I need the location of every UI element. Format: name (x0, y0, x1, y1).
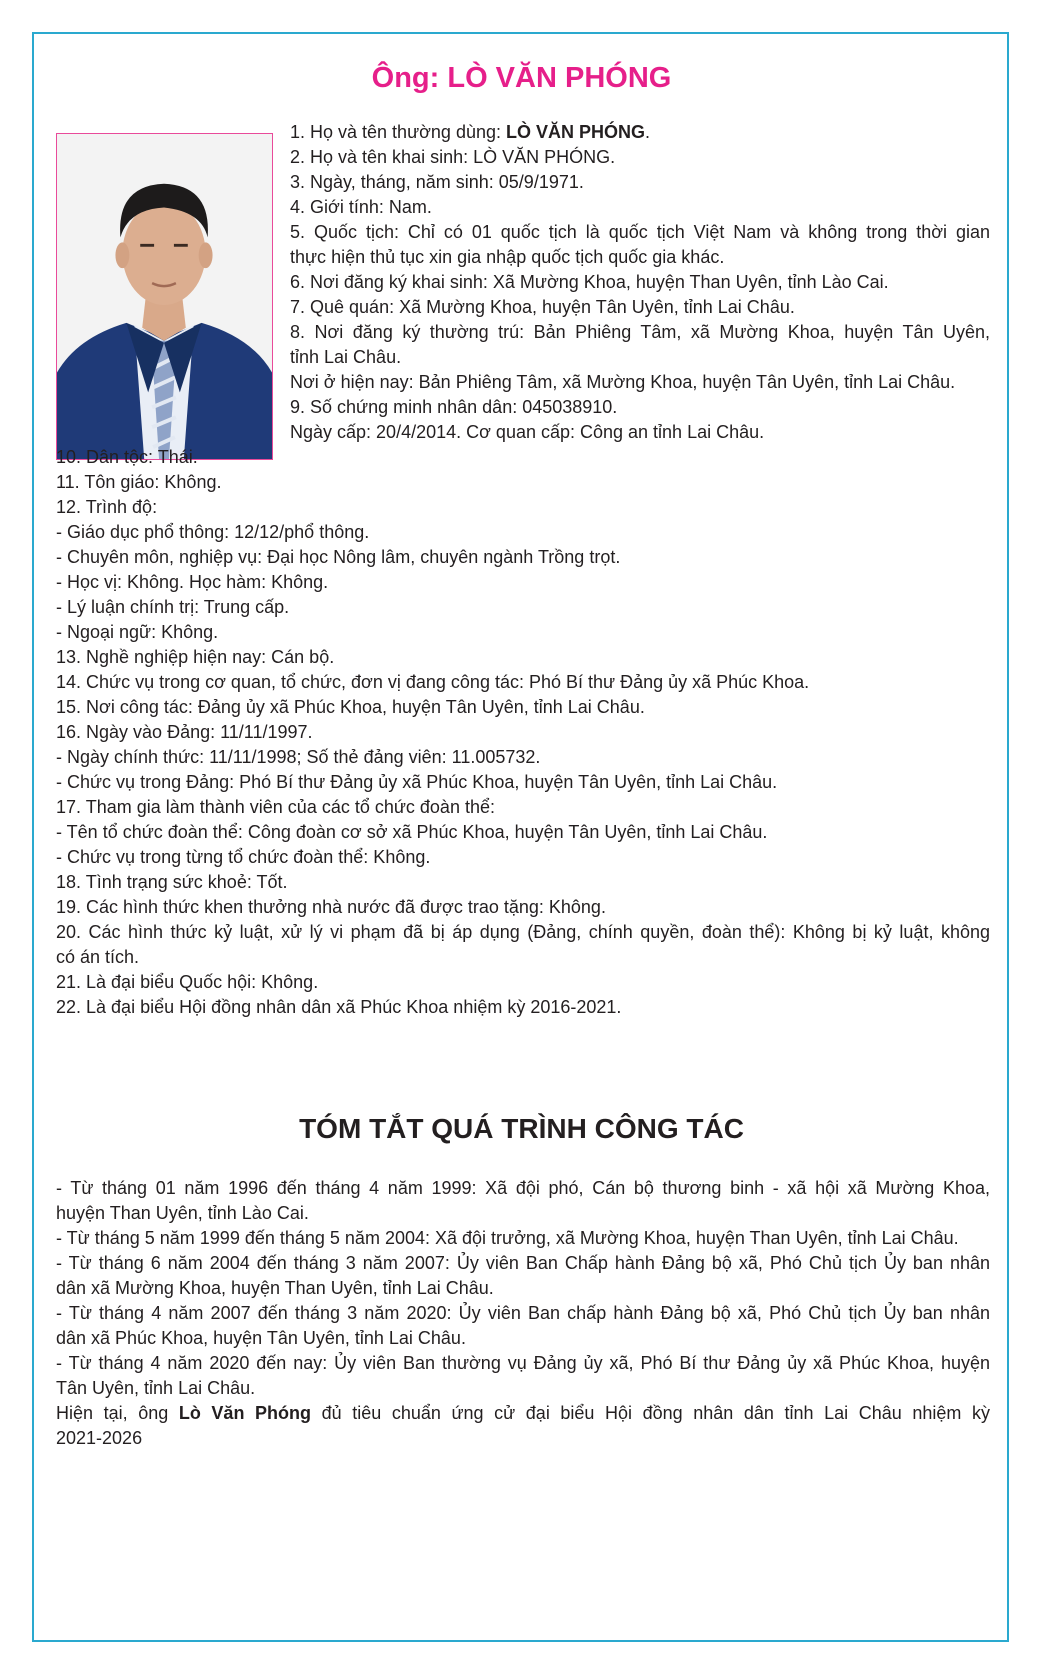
info-line-16: 16. Ngày vào Đảng: 11/11/1997. (56, 722, 313, 742)
info-line-12a: - Giáo dục phổ thông: 12/12/phổ thông. (56, 522, 370, 542)
info-line-8b: tỉnh Lai Châu. (290, 347, 402, 367)
candidate-name-inline: Lò Văn Phóng (178, 1403, 312, 1423)
info-line-6: 6. Nơi đăng ký khai sinh: Xã Mường Khoa, huyện Than Uyên, tỉnh Lào Cai. (290, 272, 889, 292)
info-line-12: 12. Trình độ: (56, 497, 158, 517)
info-line-2: 2. Họ và tên khai sinh: LÒ VĂN PHÓNG. (290, 147, 616, 167)
page-title: Ông: LÒ VĂN PHÓNG (371, 62, 672, 94)
career-text: đủ tiêu chuẩn ứng cử đại biểu Hội đồng nhân dân tỉnh Lai Châu nhiệm kỳ (311, 1403, 990, 1423)
info-line-12d: - Lý luận chính trị: Trung cấp. (56, 597, 290, 617)
info-line-9a: 9. Số chứng minh nhân dân: 045038910. (290, 397, 618, 417)
info-line-3: 3. Ngày, tháng, năm sinh: 05/9/1971. (290, 172, 584, 192)
career-line-6a (56, 1400, 990, 1427)
info-line-4: 4. Giới tính: Nam. (290, 197, 432, 217)
info-line-17: 17. Tham gia làm thành viên của các tổ chức đoàn thể: (56, 797, 495, 817)
info-line-19: 19. Các hình thức khen thưởng nhà nước đã được trao tặng: Không. (56, 897, 606, 917)
career-line-6b: 2021-2026 (56, 1428, 143, 1448)
career-text: Hiện tại, ông (56, 1403, 179, 1423)
info-line-11: 11. Tôn giáo: Không. (56, 472, 222, 492)
info-line-9b: Ngày cấp: 20/4/2014. Cơ quan cấp: Công an tỉnh Lai Châu. (290, 422, 765, 442)
info-line-8a: 8. Nơi đăng ký thường trú: Bản Phiêng Tâm, xã Mường Khoa, huyện Tân Uyên, (290, 322, 990, 342)
portrait-photo (56, 133, 273, 460)
portrait-icon (57, 134, 272, 459)
info-line-17a: - Tên tổ chức đoàn thể: Công đoàn cơ sở xã Phúc Khoa, huyện Tân Uyên, tỉnh Lai Châu. (56, 822, 768, 842)
info-line-20b: có án tích. (56, 947, 140, 967)
info-line-20a: 20. Các hình thức kỷ luật, xử lý vi phạm đã bị áp dụng (Đảng, chính quyền, đoàn thể): Không bị kỷ luật, không (56, 922, 990, 942)
info-line-8c: Nơi ở hiện nay: Bản Phiêng Tâm, xã Mường Khoa, huyện Tân Uyên, tỉnh Lai Châu. (290, 372, 956, 392)
info-line-12b: - Chuyên môn, nghiệp vụ: Đại học Nông lâm, chuyên ngành Trồng trọt. (56, 547, 621, 567)
info-line-7: 7. Quê quán: Xã Mường Khoa, huyện Tân Uyên, tỉnh Lai Châu. (290, 297, 795, 317)
career-line-5a: - Từ tháng 4 năm 2020 đến nay: Ủy viên Ban thường vụ Đảng ủy xã, Phó Bí thư Đảng ủy xã Phúc Khoa, huyện (56, 1353, 990, 1373)
info-line-13: 13. Nghề nghiệp hiện nay: Cán bộ. (56, 647, 335, 667)
info-suffix: . (645, 122, 651, 142)
info-line-5a: 5. Quốc tịch: Chỉ có 01 quốc tịch là quốc tịch Việt Nam và không trong thời gian (290, 222, 990, 242)
info-line-17b: - Chức vụ trong từng tổ chức đoàn thể: Không. (56, 847, 431, 867)
career-line-4b: dân xã Phúc Khoa, huyện Tân Uyên, tỉnh Lai Châu. (56, 1328, 466, 1348)
info-line-12e: - Ngoại ngữ: Không. (56, 622, 219, 642)
career-line-1a: - Từ tháng 01 năm 1996 đến tháng 4 năm 1999: Xã đội phó, Cán bộ thương binh - xã hội xã Mường Khoa, (56, 1178, 990, 1198)
info-line-5b: thực hiện thủ tục xin gia nhập quốc tịch quốc gia khác. (290, 247, 725, 267)
info-line-1 (290, 119, 990, 146)
info-line-21: 21. Là đại biểu Quốc hội: Không. (56, 972, 319, 992)
info-line-10: 10. Dân tộc: Thái. (56, 447, 198, 467)
info-line-16b: - Chức vụ trong Đảng: Phó Bí thư Đảng ủy xã Phúc Khoa, huyện Tân Uyên, tỉnh Lai Châu. (56, 772, 778, 792)
career-heading: TÓM TẮT QUÁ TRÌNH CÔNG TÁC (299, 1113, 744, 1144)
info-line-15: 15. Nơi công tác: Đảng ủy xã Phúc Khoa, huyện Tân Uyên, tỉnh Lai Châu. (56, 697, 645, 717)
career-line-5b: Tân Uyên, tỉnh Lai Châu. (56, 1378, 256, 1398)
info-label: 1. Họ và tên thường dùng: (290, 122, 506, 142)
info-line-12c: - Học vị: Không. Học hàm: Không. (56, 572, 329, 592)
info-line-18: 18. Tình trạng sức khoẻ: Tốt. (56, 872, 288, 892)
career-line-3b: dân xã Mường Khoa, huyện Than Uyên, tỉnh Lai Châu. (56, 1278, 494, 1298)
info-line-14: 14. Chức vụ trong cơ quan, tổ chức, đơn vị đang công tác: Phó Bí thư Đảng ủy xã Phúc Khoa. (56, 672, 810, 692)
info-line-16a: - Ngày chính thức: 11/11/1998; Số thẻ đảng viên: 11.005732. (56, 747, 541, 767)
info-line-22: 22. Là đại biểu Hội đồng nhân dân xã Phúc Khoa nhiệm kỳ 2016-2021. (56, 997, 622, 1017)
career-line-3a: - Từ tháng 6 năm 2004 đến tháng 3 năm 2007: Ủy viên Ban Chấp hành Đảng bộ xã, Phó Chủ tịch Ủy ban nhân (56, 1253, 990, 1273)
career-line-1b: huyện Than Uyên, tỉnh Lào Cai. (56, 1203, 309, 1223)
candidate-name: LÒ VĂN PHÓNG (506, 122, 646, 142)
career-line-2: - Từ tháng 5 năm 1999 đến tháng 5 năm 2004: Xã đội trưởng, xã Mường Khoa, huyện Than Uyên, tỉnh Lai Châu. (56, 1228, 959, 1248)
career-line-4a: - Từ tháng 4 năm 2007 đến tháng 3 năm 2020: Ủy viên Ban chấp hành Đảng bộ xã, Phó Chủ tịch Ủy ban nhân (56, 1303, 990, 1323)
